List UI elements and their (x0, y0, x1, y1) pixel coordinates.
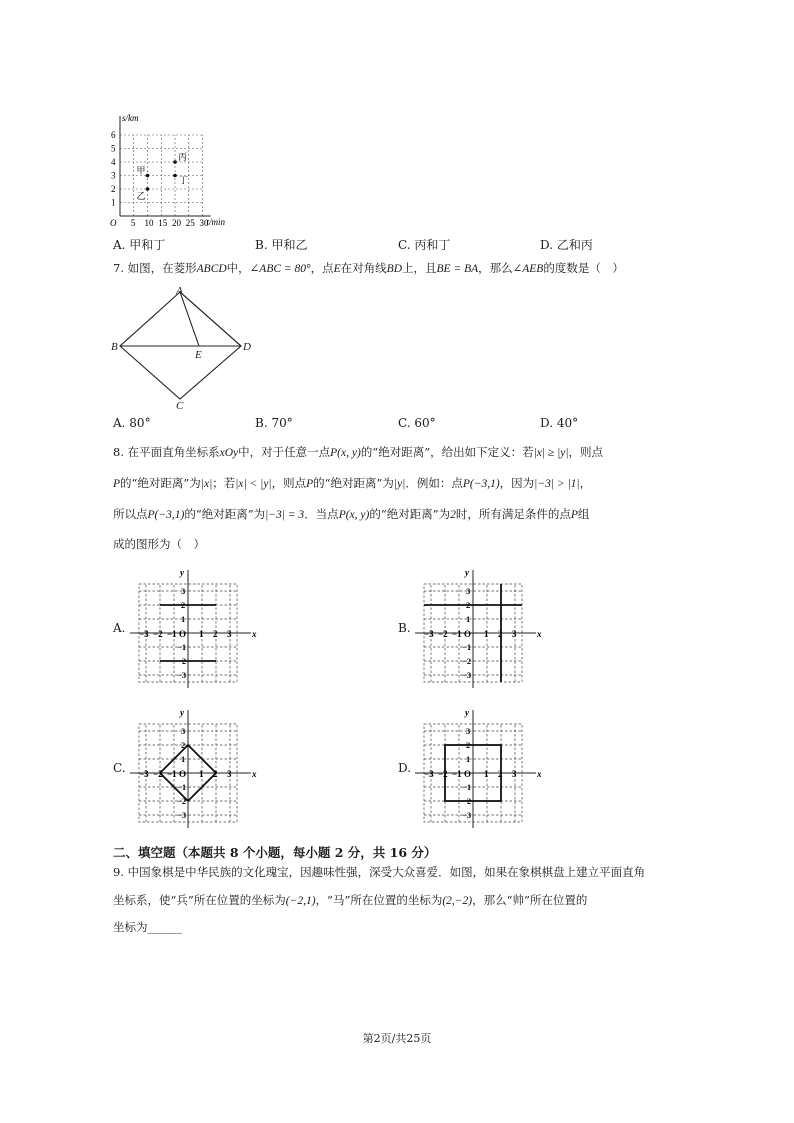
x-tick-label: O (464, 769, 472, 779)
x-tick-label: O (179, 769, 187, 779)
point-label: 丙 (178, 152, 188, 162)
label-e: E (195, 349, 202, 361)
x-tick-label: 3 (227, 629, 232, 639)
q9-answer-line[interactable]: 坐标为______ (113, 920, 182, 934)
point-label: 丁 (179, 175, 189, 186)
y-tick-label: 1 (466, 754, 471, 764)
x-tick-label: 2 (498, 629, 503, 639)
q7-rhombus-figure (108, 284, 258, 412)
point-label: 甲 (136, 165, 146, 176)
q7-option-a[interactable]: A. 80° (113, 416, 151, 430)
y-tick-label: 6 (111, 130, 116, 140)
label-c: C (176, 400, 184, 412)
x-tick-label: 15 (158, 218, 168, 228)
q8-option-d[interactable]: D. (398, 761, 412, 775)
q6-distance-time-graph (108, 112, 248, 230)
point-label: 乙 (136, 191, 146, 201)
y-axis-letter: y (180, 567, 184, 578)
y-tick-label: 3 (111, 170, 116, 181)
y-tick-label: −2 (177, 656, 187, 666)
q6-option-a[interactable]: A. 甲和丁 (113, 238, 166, 252)
x-tick-label: 3 (227, 769, 232, 779)
x-tick-label: 2 (213, 769, 218, 779)
y-tick-label: 2 (181, 740, 186, 750)
y-tick-label: −1 (177, 782, 187, 792)
q8-option-d-graph[interactable] (415, 703, 545, 828)
y-tick-label: 2 (466, 740, 471, 750)
x-tick-label: −3 (139, 629, 149, 639)
q9-stem-line-2: 坐标系，使“兵”所在位置的坐标为(−2,1)，“马”所在位置的坐标为(2,−2)，那么“帅”所在位置的 (113, 893, 588, 907)
y-tick-label: 1 (111, 197, 116, 208)
q9-stem-line-1: 9. 中国象棋是中华民族的文化瑰宝，因趣味性强，深受大众喜爱．如图，如果在象棋棋盘上建立平面直角 (113, 865, 646, 879)
q8-option-c-graph[interactable] (130, 703, 260, 828)
x-tick-label: 1 (199, 629, 204, 639)
q6-option-d[interactable]: D. 乙和丙 (540, 238, 593, 252)
q8-option-b[interactable]: B. (398, 621, 411, 635)
y-tick-label: 3 (466, 726, 471, 736)
x-axis-letter: x (252, 629, 257, 639)
x-tick-label: 2 (498, 769, 503, 779)
q8-stem-line-4: 成的图形为（ ） (113, 537, 205, 551)
y-axis-letter: y (465, 707, 469, 718)
x-axis-label: t/min (206, 217, 226, 227)
q8-option-a[interactable]: A. (113, 621, 126, 635)
y-tick-label: −3 (462, 810, 472, 820)
q8-option-c[interactable]: C. (113, 761, 126, 775)
y-tick-label: −2 (462, 656, 472, 666)
x-tick-label: 10 (144, 218, 154, 228)
q8-stem-line-2: P的“绝对距离”为|x|；若|x| < |y|，则点P的“绝对距离”为|y|．例如：点P(−3,1)，因为|−3| > |1|， (113, 476, 592, 490)
q7-option-c[interactable]: C. 60° (398, 416, 436, 430)
q7-option-d[interactable]: D. 40° (540, 416, 579, 430)
q7-option-b[interactable]: B. 70° (255, 416, 293, 430)
q8-option-a-graph[interactable] (130, 563, 260, 688)
x-tick-label: −1 (167, 769, 177, 779)
x-tick-label: −1 (452, 629, 462, 639)
x-tick-label: −3 (139, 769, 149, 779)
x-tick-label: −1 (167, 629, 177, 639)
q8-stem-line-1: 8. 在平面直角坐标系xOy中，对于任意一点P(x, y)的“绝对距离”，给出如下定义：若|x| ≥ |y|，则点 (113, 445, 603, 459)
x-tick-label: 25 (185, 218, 195, 228)
y-tick-label: 2 (181, 600, 186, 610)
x-tick-label: 1 (484, 629, 489, 639)
point-丁 (173, 174, 177, 178)
y-tick-label: −1 (462, 782, 472, 792)
y-tick-label: −3 (177, 810, 187, 820)
x-tick-label: O (464, 629, 472, 639)
x-tick-label: −2 (438, 629, 448, 639)
y-tick-label: 3 (181, 726, 186, 736)
q7-stem: 7. 如图，在菱形ABCD中，∠ABC = 80°，点E在对角线BD上，且BE = BA，那么∠AEB的度数是（ ） (113, 261, 624, 275)
x-tick-label: 5 (130, 218, 136, 228)
y-tick-label: 1 (466, 614, 471, 624)
y-tick-label: −1 (177, 642, 187, 652)
x-tick-label: −2 (153, 769, 163, 779)
x-tick-label: 3 (512, 629, 517, 639)
y-tick-label: −2 (462, 796, 472, 806)
q6-option-b[interactable]: B. 甲和乙 (255, 238, 308, 252)
x-tick-label: O (179, 629, 187, 639)
x-tick-label: 30 (199, 218, 209, 228)
x-tick-label: −2 (438, 769, 448, 779)
y-tick-label: −1 (462, 642, 472, 652)
y-tick-label: 3 (466, 586, 471, 596)
x-axis-letter: x (252, 769, 257, 779)
y-tick-label: 5 (111, 143, 116, 154)
point-丙 (173, 160, 177, 164)
x-axis-letter: x (537, 769, 542, 779)
y-tick-label: 2 (111, 184, 116, 194)
x-axis-letter: x (537, 629, 542, 639)
y-tick-label: −3 (177, 670, 187, 680)
y-tick-label: 1 (181, 754, 186, 764)
section-2-heading: 二、填空题（本题共 8 个小题，每小题 2 分，共 16 分） (113, 845, 437, 860)
x-tick-label: 3 (512, 769, 517, 779)
q8-option-b-graph[interactable] (415, 563, 545, 688)
y-axis-label: s/km (122, 113, 139, 123)
x-tick-label: −3 (424, 769, 434, 779)
x-tick-label: −1 (452, 769, 462, 779)
label-b: B (111, 341, 118, 353)
y-tick-label: 3 (181, 586, 186, 596)
page-number: 第2页/共25页 (362, 1032, 432, 1045)
x-tick-label: 2 (213, 629, 218, 639)
point-乙 (146, 187, 150, 191)
x-tick-label: −2 (153, 629, 163, 639)
point-甲 (146, 174, 150, 178)
x-tick-label: −3 (424, 629, 434, 639)
label-a: A (176, 285, 183, 297)
y-tick-label: −3 (462, 670, 472, 680)
q6-option-c[interactable]: C. 丙和丁 (398, 238, 451, 252)
x-tick-label: 20 (172, 218, 181, 228)
q8-stem-line-3: 所以点P(−3,1)的“绝对距离”为|−3| = 3．当点P(x, y)的“绝对距离”为2时，所有满足条件的点P组 (113, 507, 590, 521)
y-tick-label: 1 (181, 614, 186, 624)
y-axis-letter: y (465, 567, 469, 578)
y-tick-label: 2 (466, 600, 471, 610)
y-axis-letter: y (180, 707, 184, 718)
y-tick-label: −2 (177, 796, 187, 806)
label-d: D (243, 341, 251, 353)
y-tick-label: 4 (111, 157, 116, 167)
origin-label: O (110, 218, 117, 228)
x-tick-label: 1 (484, 769, 489, 779)
x-tick-label: 1 (199, 769, 204, 779)
